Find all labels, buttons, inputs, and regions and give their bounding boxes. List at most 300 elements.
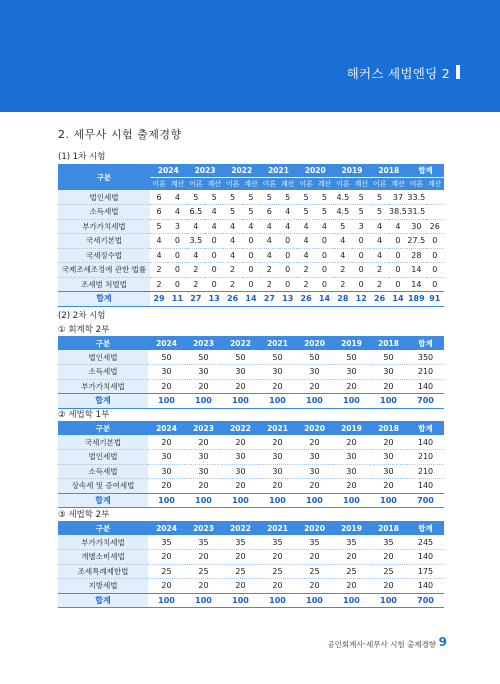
sum-value: 100 (370, 394, 407, 409)
row-label: 조세범 처벌법 (58, 277, 150, 292)
table-row (58, 435, 444, 450)
cell-value: 4 (260, 219, 278, 234)
header-row (58, 521, 444, 535)
table-row (58, 219, 444, 234)
cell-value: 20 (370, 435, 407, 450)
sum-value: 100 (333, 493, 370, 508)
cell-value: 4 (150, 234, 168, 249)
cell-value: 30 (148, 450, 185, 465)
cell-value: 20 (370, 550, 407, 565)
cell-value: 4 (334, 248, 352, 263)
type-header-calc: 계산 (352, 177, 370, 190)
cell-value: 0 (426, 263, 444, 278)
cell-value: 20 (259, 435, 296, 450)
cell-value: 2 (150, 277, 168, 292)
cell-value: 20 (148, 435, 185, 450)
cell-value: 20 (222, 435, 259, 450)
cell-value: 140 (407, 379, 444, 394)
table-row (58, 579, 444, 594)
cell-value: 20 (222, 479, 259, 494)
year-header: 2023 (187, 164, 224, 177)
type-header-calc: 계산 (389, 177, 407, 190)
second-exam-table-2 (58, 421, 444, 508)
cell-value: 20 (148, 579, 185, 594)
cell-value: 30 (259, 464, 296, 479)
cell-value: 4 (389, 219, 407, 234)
cell-value: 4 (168, 205, 186, 220)
cell-value: 35 (259, 535, 296, 550)
cell-value: 0 (352, 277, 370, 292)
cell-value: 20 (148, 379, 185, 394)
cell-value: 14 (407, 277, 425, 292)
cell-value: 210 (407, 450, 444, 465)
cell-value: 25 (333, 564, 370, 579)
row-label: 법인세법 (58, 450, 148, 465)
cell-value: 2 (297, 263, 315, 278)
type-header-theory: 이론 (223, 177, 241, 190)
cell-value: 30 (222, 450, 259, 465)
cell-value: 2 (187, 263, 205, 278)
row-label: 국세기본법 (58, 234, 150, 249)
sum-value: 100 (222, 493, 259, 508)
cell-value: 0 (205, 248, 223, 263)
cell-value: 3.5 (187, 234, 205, 249)
row-label: 부가가치세법 (58, 219, 150, 234)
cell-value: 20 (222, 550, 259, 565)
cell-value: 0 (352, 248, 370, 263)
cell-value: 5 (315, 205, 333, 220)
table-row (58, 479, 444, 494)
cell-value: 35 (185, 535, 222, 550)
sum-value: 100 (259, 394, 296, 409)
year-header: 2018 (370, 164, 407, 177)
cell-value: 0 (205, 234, 223, 249)
cell-value: 20 (296, 379, 333, 394)
column-header-category: 구분 (58, 336, 148, 350)
table-title-3: ③ 세법학 2부 (58, 510, 110, 520)
cell-value: 0 (389, 263, 407, 278)
sum-value: 100 (333, 394, 370, 409)
cell-value: 30 (296, 450, 333, 465)
sum-value: 100 (370, 593, 407, 608)
cell-value: 0 (426, 234, 444, 249)
cell-value: 5 (352, 190, 370, 205)
cell-value: 4 (205, 205, 223, 220)
sum-value: 100 (185, 493, 222, 508)
type-header-theory: 이론 (334, 177, 352, 190)
sum-value: 14 (242, 292, 260, 307)
cell-value: 20 (333, 435, 370, 450)
cell-value: 5 (150, 219, 168, 234)
header-row (58, 421, 444, 435)
year-header: 2022 (222, 421, 259, 435)
sum-value: 91 (426, 292, 444, 307)
sum-value: 100 (148, 493, 185, 508)
year-header: 2021 (259, 421, 296, 435)
cell-value: 4.5 (334, 190, 352, 205)
cell-value: 4.5 (334, 205, 352, 220)
cell-value: 2 (297, 277, 315, 292)
cell-value: 0 (205, 277, 223, 292)
year-header: 2023 (185, 421, 222, 435)
cell-value: 20 (370, 379, 407, 394)
type-header-calc: 계산 (315, 177, 333, 190)
cell-value: 25 (259, 564, 296, 579)
row-label: 부가가치세법 (58, 535, 148, 550)
cell-value: 20 (296, 479, 333, 494)
sum-value: 100 (148, 394, 185, 409)
cell-value: 5 (223, 205, 241, 220)
cell-value: 50 (185, 350, 222, 365)
sum-value: 13 (205, 292, 223, 307)
cell-value: 2 (223, 277, 241, 292)
cell-value: 20 (185, 479, 222, 494)
second-exam-table-1 (58, 336, 444, 409)
sum-value: 100 (333, 593, 370, 608)
sum-value: 100 (222, 394, 259, 409)
cell-value: 0 (389, 234, 407, 249)
sum-value: 12 (352, 292, 370, 307)
year-header: 2019 (333, 336, 370, 350)
cell-value: 0 (389, 277, 407, 292)
year-header: 2022 (223, 164, 260, 177)
header-row-years (58, 164, 444, 177)
cell-value: 28 (407, 248, 425, 263)
table-row (58, 190, 444, 205)
cell-value: 4 (187, 219, 205, 234)
sum-value: 700 (407, 493, 444, 508)
cell-value: 2 (334, 277, 352, 292)
row-label: 법인세법 (58, 190, 150, 205)
table-row (58, 263, 444, 278)
cell-value: 20 (296, 579, 333, 594)
cell-value: 140 (407, 479, 444, 494)
sum-value: 28 (334, 292, 352, 307)
cell-value: 20 (222, 579, 259, 594)
cell-value: 4 (223, 219, 241, 234)
cell-value (426, 205, 444, 220)
footer-text: 공인회계사·세무사 시험 출제경향 (327, 640, 436, 649)
cell-value: 30 (370, 464, 407, 479)
cell-value: 0 (242, 263, 260, 278)
cell-value: 140 (407, 550, 444, 565)
cell-value: 4 (168, 190, 186, 205)
cell-value: 6 (150, 205, 168, 220)
year-header: 2020 (296, 521, 333, 535)
sum-value: 100 (296, 493, 333, 508)
cell-value: 14 (407, 263, 425, 278)
cell-value: 30 (259, 365, 296, 380)
table-row (58, 464, 444, 479)
cell-value: 6 (260, 205, 278, 220)
cell-value: 20 (148, 550, 185, 565)
cell-value: 30 (333, 365, 370, 380)
sum-value: 26 (370, 292, 388, 307)
cell-value: 0 (279, 277, 297, 292)
page-header-band (0, 0, 500, 112)
sum-value: 100 (222, 593, 259, 608)
year-header: 2019 (333, 521, 370, 535)
sum-value: 100 (185, 394, 222, 409)
sum-value: 100 (296, 394, 333, 409)
cell-value: 4 (279, 205, 297, 220)
cell-value: 20 (333, 379, 370, 394)
cell-value: 0 (205, 263, 223, 278)
sum-value: 14 (389, 292, 407, 307)
row-label: 상속세 및 증여세법 (58, 479, 148, 494)
row-label: 소득세법 (58, 464, 148, 479)
first-exam-table (58, 164, 444, 307)
cell-value: 30 (370, 450, 407, 465)
cell-value: 30 (296, 464, 333, 479)
table-row (58, 205, 444, 220)
cell-value: 3 (168, 219, 186, 234)
year-header: 2020 (296, 421, 333, 435)
cell-value: 20 (296, 550, 333, 565)
header-row (58, 336, 444, 350)
year-header: 2019 (334, 164, 371, 177)
header-accent-bar (456, 65, 460, 79)
cell-value: 245 (407, 535, 444, 550)
cell-value: 50 (370, 350, 407, 365)
cell-value: 35 (296, 535, 333, 550)
cell-value: 30 (259, 450, 296, 465)
cell-value: 25 (185, 564, 222, 579)
cell-value: 0 (168, 263, 186, 278)
year-header: 합계 (407, 521, 444, 535)
cell-value: 50 (333, 350, 370, 365)
cell-value: 4 (370, 234, 388, 249)
cell-value: 20 (185, 550, 222, 565)
type-header-calc: 계산 (426, 177, 444, 190)
year-header: 2022 (222, 521, 259, 535)
cell-value: 30 (370, 365, 407, 380)
cell-value: 4 (205, 219, 223, 234)
cell-value: 0 (279, 248, 297, 263)
sum-value: 14 (315, 292, 333, 307)
cell-value: 20 (333, 479, 370, 494)
cell-value: 20 (370, 579, 407, 594)
cell-value: 35 (333, 535, 370, 550)
sum-value: 27 (187, 292, 205, 307)
cell-value: 26 (426, 219, 444, 234)
cell-value: 0 (389, 248, 407, 263)
cell-value: 2 (150, 263, 168, 278)
year-header: 2022 (222, 336, 259, 350)
column-header-category: 구분 (58, 521, 148, 535)
sum-value: 11 (168, 292, 186, 307)
cell-value: 20 (185, 579, 222, 594)
sum-value: 100 (148, 593, 185, 608)
cell-value: 3 (352, 219, 370, 234)
cell-value: 2 (260, 263, 278, 278)
second-exam-title: (2) 2차 시험 (58, 311, 106, 321)
sum-value: 13 (279, 292, 297, 307)
cell-value: 210 (407, 464, 444, 479)
cell-value: 0 (352, 263, 370, 278)
cell-value: 0 (279, 234, 297, 249)
cell-value: 2 (223, 263, 241, 278)
cell-value: 4 (334, 234, 352, 249)
year-header: 합계 (407, 421, 444, 435)
cell-value: 0 (242, 248, 260, 263)
cell-value: 50 (296, 350, 333, 365)
sum-value: 700 (407, 593, 444, 608)
cell-value: 20 (259, 479, 296, 494)
cell-value: 5 (242, 190, 260, 205)
cell-value: 25 (148, 564, 185, 579)
cell-value: 25 (370, 564, 407, 579)
cell-value: 4 (150, 248, 168, 263)
row-label: 개별소비세법 (58, 550, 148, 565)
cell-value: 4 (279, 219, 297, 234)
cell-value: 4 (242, 219, 260, 234)
cell-value: 0 (168, 277, 186, 292)
row-label: 부가가치세법 (58, 379, 148, 394)
row-label: 지방세법 (58, 579, 148, 594)
type-header-calc: 계산 (205, 177, 223, 190)
cell-value: 30 (185, 365, 222, 380)
cell-value (426, 190, 444, 205)
first-exam-title: (1) 1차 시험 (58, 152, 106, 162)
cell-value: 2 (370, 263, 388, 278)
cell-value: 0 (168, 234, 186, 249)
cell-value: 30 (185, 464, 222, 479)
cell-value: 2 (187, 277, 205, 292)
cell-value: 5 (242, 205, 260, 220)
cell-value: 30 (296, 365, 333, 380)
table-row (58, 277, 444, 292)
cell-value: 20 (370, 479, 407, 494)
cell-value: 4 (223, 248, 241, 263)
sum-row (58, 593, 444, 608)
cell-value: 4 (297, 248, 315, 263)
cell-value: 20 (333, 579, 370, 594)
cell-value: 4 (187, 248, 205, 263)
cell-value: 0 (426, 277, 444, 292)
sum-value: 27 (260, 292, 278, 307)
cell-value: 5 (205, 190, 223, 205)
cell-value: 30 (333, 464, 370, 479)
cell-value: 20 (259, 379, 296, 394)
cell-value: 30 (148, 365, 185, 380)
cell-value: 0 (352, 234, 370, 249)
header-title: 해커스 세법엔딩 2 (346, 66, 450, 81)
cell-value: 30 (407, 219, 425, 234)
cell-value: 6 (150, 190, 168, 205)
sum-label: 합계 (58, 593, 148, 608)
cell-value: 35 (222, 535, 259, 550)
sum-label: 합계 (58, 493, 148, 508)
cell-value: 4 (315, 219, 333, 234)
table-row (58, 564, 444, 579)
cell-value: 50 (222, 350, 259, 365)
cell-value: 30 (148, 464, 185, 479)
cell-value: 25 (296, 564, 333, 579)
cell-value: 20 (222, 379, 259, 394)
cell-value: 5 (187, 190, 205, 205)
cell-value: 175 (407, 564, 444, 579)
cell-value: 140 (407, 435, 444, 450)
cell-value: 38.5 (389, 205, 407, 220)
column-header-category: 구분 (58, 421, 148, 435)
cell-value: 20 (185, 435, 222, 450)
cell-value: 4 (297, 219, 315, 234)
type-header-theory: 이론 (407, 177, 425, 190)
row-label: 국세기본법 (58, 435, 148, 450)
year-header: 2020 (297, 164, 334, 177)
table-row (58, 350, 444, 365)
cell-value: 5 (315, 190, 333, 205)
year-header: 2018 (370, 421, 407, 435)
sum-row (58, 394, 444, 409)
cell-value: 0 (426, 248, 444, 263)
year-header: 2024 (148, 336, 185, 350)
cell-value: 25 (222, 564, 259, 579)
sum-label: 합계 (58, 292, 150, 307)
table-row (58, 550, 444, 565)
cell-value: 2 (370, 277, 388, 292)
sum-value: 189 (407, 292, 425, 307)
cell-value: 27.5 (407, 234, 425, 249)
cell-value: 0 (315, 277, 333, 292)
year-header: 2021 (259, 521, 296, 535)
type-header-calc: 계산 (279, 177, 297, 190)
cell-value: 2 (260, 277, 278, 292)
type-header-theory: 이론 (297, 177, 315, 190)
table-title-1: ① 회계학 2부 (58, 325, 110, 335)
type-header-theory: 이론 (370, 177, 388, 190)
cell-value: 2 (334, 263, 352, 278)
cell-value: 30 (333, 450, 370, 465)
year-header: 합계 (407, 164, 444, 177)
table-row (58, 248, 444, 263)
sum-value: 100 (370, 493, 407, 508)
second-exam-table-3 (58, 521, 444, 608)
year-header: 2018 (370, 521, 407, 535)
cell-value: 5 (370, 205, 388, 220)
cell-value: 0 (242, 277, 260, 292)
cell-value: 37 (389, 190, 407, 205)
year-header: 2024 (148, 521, 185, 535)
cell-value: 20 (296, 435, 333, 450)
cell-value: 20 (185, 379, 222, 394)
cell-value: 35 (370, 535, 407, 550)
cell-value: 5 (352, 205, 370, 220)
type-header-calc: 계산 (168, 177, 186, 190)
type-header-calc: 계산 (242, 177, 260, 190)
cell-value: 4 (297, 234, 315, 249)
cell-value: 350 (407, 350, 444, 365)
year-header: 2024 (148, 421, 185, 435)
row-label: 국세징수법 (58, 248, 150, 263)
year-header: 2021 (259, 336, 296, 350)
cell-value: 6.5 (187, 205, 205, 220)
row-label: 소득세법 (58, 205, 150, 220)
cell-value: 5 (223, 190, 241, 205)
row-label: 소득세법 (58, 365, 148, 380)
table-row (58, 379, 444, 394)
year-header: 2021 (260, 164, 297, 177)
cell-value: 5 (297, 190, 315, 205)
section-title: 2. 세무사 시험 출제경향 (58, 128, 182, 141)
cell-value: 5 (279, 190, 297, 205)
cell-value: 20 (259, 579, 296, 594)
cell-value: 35 (148, 535, 185, 550)
type-header-theory: 이론 (187, 177, 205, 190)
table-row (58, 365, 444, 380)
table-row (58, 450, 444, 465)
